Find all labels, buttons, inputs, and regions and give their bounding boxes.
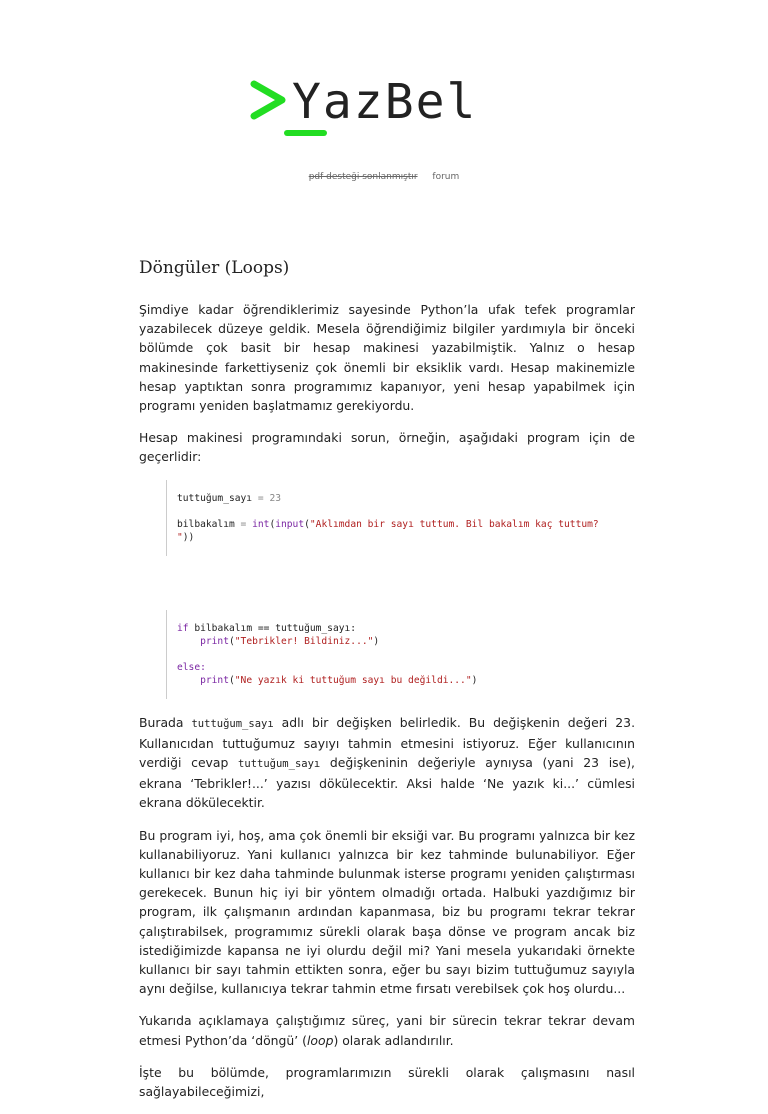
paragraph-section-intro: İşte bu bölümde, programlarımızın sürekli olarak çalışmasını nasıl sağlayabileceğimizi,	[139, 1064, 635, 1100]
cursor-underscore-icon	[284, 130, 327, 136]
paragraph-problem: Hesap makinesi programındaki sorun, örneğin, aşağıdaki program için de geçerlidir:	[139, 430, 635, 465]
paragraph-loop-definition: Yukarıda açıklamaya çalıştığımız süreç, yani bir sürecin tekrar tekrar devam etmesi Python’da ‘döngü’ (loop) olarak adlandırılır.	[139, 1013, 635, 1048]
article-title: Döngüler (Loops)	[139, 258, 290, 278]
paragraph-limitation: Bu program iyi, hoş, ama çok önemli bir eksiği var. Bu programı yalnızca bir kez kullanabiliyoruz. Yani kullanıcı yalnızca bir kez tahminde bulunabiliyor. Eğer kullanıcı bir kez daha tahminde bulunmak isterse programı yeniden çalıştırması gerekecek. Bunun hiç iyi bir yöntem olmadığı ortada. Halbuki yazdığımız bir program, ilk çalışmanın ardından kapanmasa, biz bu programı tekrar tekrar çalıştırabilsek, programımız sürekli olarak başa dönse ve program ancak biz istediğimizde kapansa ne iyi olurdu değil mi? Yani mesela yukarıdaki örnekte kullanıcı bir sayı tahmin ettikten sonra, eğer bu sayı bizim tuttuğumuz sayıyla aynı değilse, kullanıcıya tekrar tahmin etme fırsatı verebilsek çok hoş olurdu...	[139, 827, 635, 997]
article	[139, 258, 635, 1114]
paragraph-explanation: Burada tuttuğum_sayı adlı bir değişken belirledik. Bu değişkenin değeri 23. Kullanıcıdan tuttuğumuz sayıyı tahmin etmesini istiyoruz. Eğer kullanıcının verdiği cevap tuttuğum_sayı değişkeninin değeriyle aynıysa (yani 23 ise), ekrana ‘Tebrikler!...’ yazısı dökülecektir. Aksi halde ‘Ne yazık ki...’ cümlesi ekrana dökülecektir.	[139, 714, 636, 811]
brand-name: YazBel	[292, 74, 478, 130]
code-block-2: if bilbakalım == tuttuğum_sayı: print("Tebrikler! Bildiniz...") else: print("Ne yazık ki tuttuğum sayı bu değildi...")	[166, 610, 635, 699]
top-nav	[0, 172, 768, 182]
nav-pdf-link[interactable]: pdf desteği sonlanmıştır	[308, 172, 418, 182]
prompt-chevron-icon	[248, 80, 288, 120]
nav-forum-link[interactable]: forum	[432, 172, 460, 182]
paragraph-intro: Şimdiye kadar öğrendiklerimiz sayesinde Python’la ufak tefek programlar yazabilecek düzeye geldik. Mesela öğrendiğimiz bilgiler yardımıyla bir önceki bölümde çok basit bir hesap makinesi yazabilmiştik. Yalnız o hesap makinesinde farkettiyseniz çok önemli bir eksiklik vardı. Hesap makinemizle hesap yaptıktan sonra programımız kapanıyor, yeni hesap yapabilmek için programı yeniden başlatmamız gerekiyordu.	[139, 302, 635, 414]
site-logo[interactable]	[0, 66, 768, 146]
code-block-1: tuttuğum_sayı = 23 bilbakalım = int(input("Aklımdan bir sayı tuttum. Bil bakalım kaç tuttum? "))	[166, 480, 635, 556]
